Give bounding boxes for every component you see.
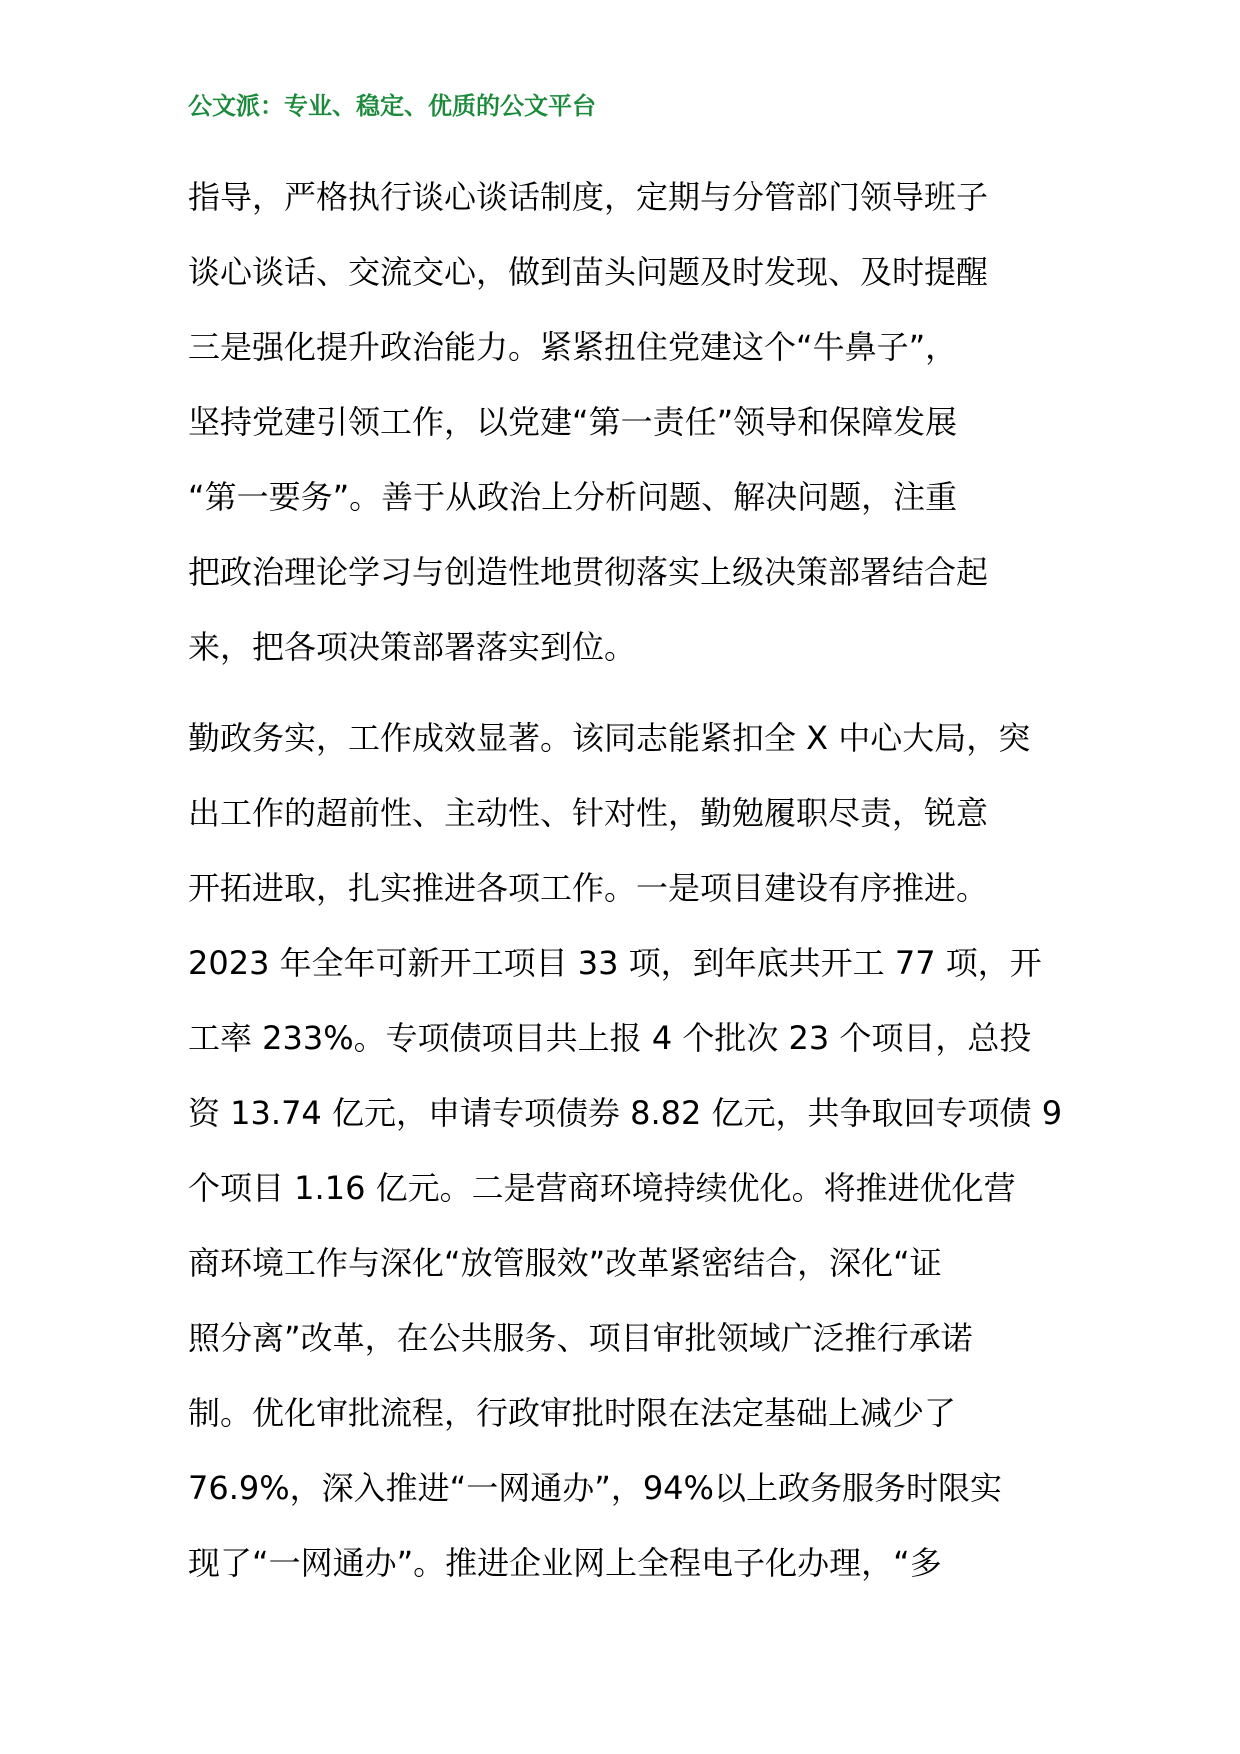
text-line: 制。优化审批流程，行政审批时限在法定基础上减少了 [188,1394,957,1432]
text-line: 开拓进取，扎实推进各项工作。一是项目建设有序推进。 [188,869,989,907]
paragraph-2 [188,701,1068,1601]
page-header: 公文派：专业、稳定、优质的公文平台 [188,91,596,120]
text-line: 来，把各项决策部署落实到位。 [188,628,637,666]
text-line: 把政治理论学习与创造性地贯彻落实上级决策部署结合起 [188,553,989,591]
text-line: 个项目 1.16 亿元。二是营商环境持续优化。将推进优化营 [188,1169,1016,1207]
text-line: 工率 233%。专项债项目共上报 4 个批次 23 个项目，总投 [188,1019,1032,1057]
text-line: 商环境工作与深化“放管服效”改革紧密结合，深化“证 [188,1244,942,1282]
text-line: 2023 年全年可新开工项目 33 项，到年底共开工 77 项，开 [188,944,1042,982]
text-line: 照分离”改革，在公共服务、项目审批领域广泛推行承诺 [188,1319,973,1357]
text-line: 出工作的超前性、主动性、针对性，勤勉履职尽责，锐意 [188,794,989,832]
paragraph-1 [188,160,1068,685]
text-line: 76.9%，深入推进“一网通办”，94%以上政务服务时限实 [188,1469,1002,1507]
text-line: 指导，严格执行谈心谈话制度，定期与分管部门领导班子 [188,178,989,216]
text-line: 现了“一网通办”。推进企业网上全程电子化办理，“多 [188,1544,942,1582]
text-line: 坚持党建引领工作，以党建“第一责任”领导和保障发展 [188,403,958,441]
text-line: 勤政务实，工作成效显著。该同志能紧扣全 X 中心大局，突 [188,719,1031,757]
text-line: 三是强化提升政治能力。紧紧扭住党建这个“牛鼻子”， [188,328,958,366]
text-line: 资 13.74 亿元，申请专项债券 8.82 亿元，共争取回专项债 9 [188,1094,1063,1132]
text-line: “第一要务”。善于从政治上分析问题、解决问题，注重 [188,478,958,516]
text-line: 谈心谈话、交流交心，做到苗头问题及时发现、及时提醒 [188,253,989,291]
